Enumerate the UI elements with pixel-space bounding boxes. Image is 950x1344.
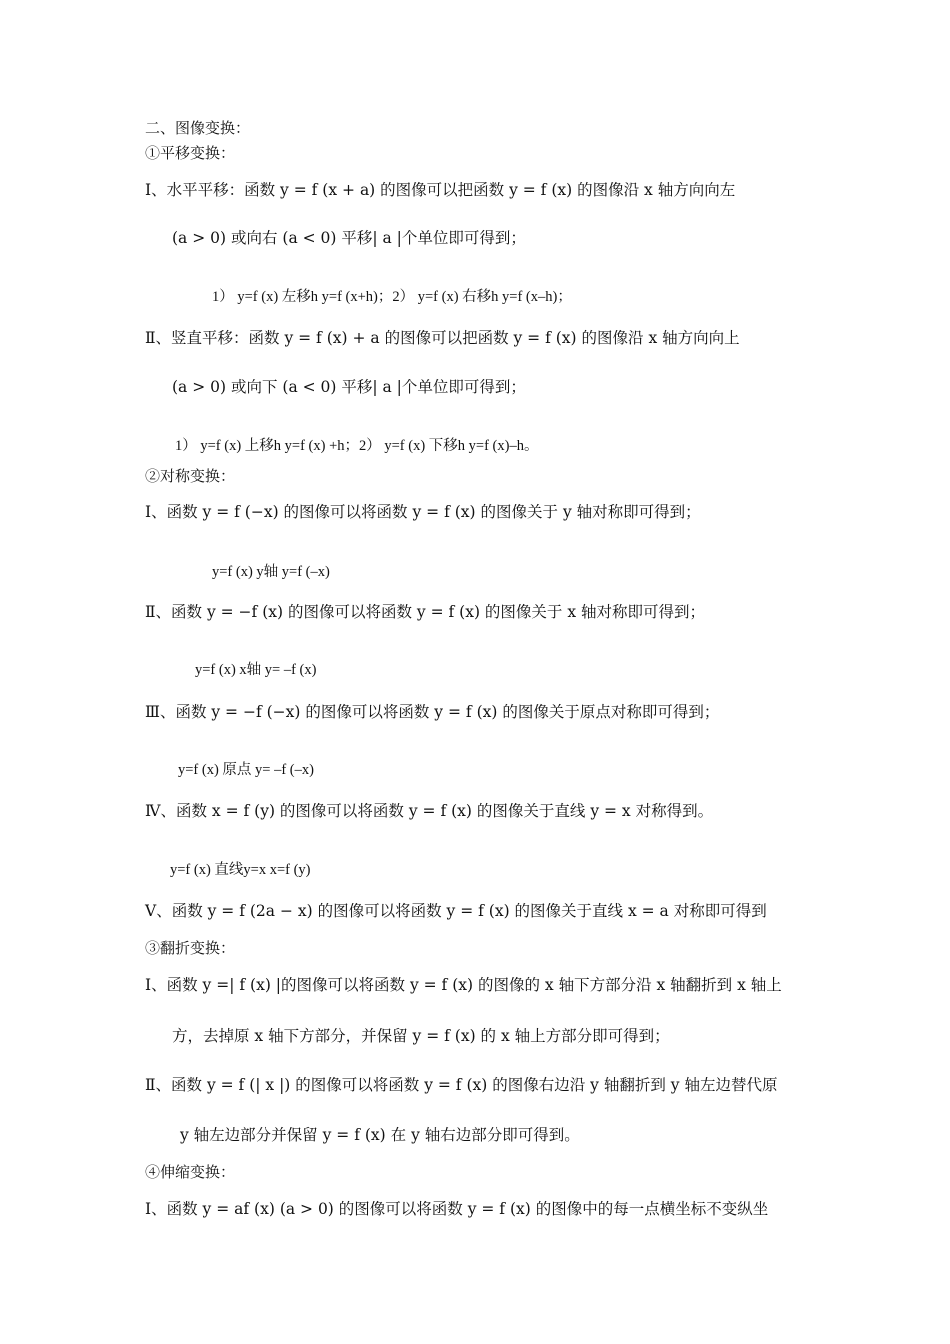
formula-symmetry-y-axis: y=f (x) y轴 y=f (–x)	[212, 564, 330, 580]
formula-symmetry-line-yx: y=f (x) 直线y=x x=f (y)	[170, 862, 311, 878]
subheading-flip: ③翻折变换：	[145, 939, 236, 957]
formula-vertical-shift: 1） y=f (x) 上移h y=f (x) +h；2） y=f (x) 下移h y=f (x)–h。	[175, 438, 539, 454]
text-symmetry-origin: Ⅲ、函数 y = −f (−x) 的图像可以将函数 y = f (x) 的图像关于原点对称即可得到；	[145, 703, 720, 721]
text-symmetry-line-yx: Ⅳ、函数 x = f (y) 的图像可以将函数 y = f (x) 的图像关于直线 y = x 对称得到。	[145, 802, 714, 820]
subheading-symmetry: ②对称变换：	[145, 467, 236, 485]
subheading-stretch: ④伸缩变换：	[145, 1163, 236, 1181]
text-symmetry-line-xa: Ⅴ、函数 y = f (2a − x) 的图像可以将函数 y = f (x) 的图像关于直线 x = a 对称即可得到	[145, 902, 767, 920]
formula-symmetry-x-axis: y=f (x) x轴 y= –f (x)	[195, 662, 317, 678]
formula-horizontal-shift: 1） y=f (x) 左移h y=f (x+h)；2） y=f (x) 右移h y=f (x–h)；	[212, 289, 572, 305]
section-heading-image-transform: 二、图像变换：	[145, 119, 251, 137]
subheading-translation: ①平移变换：	[145, 144, 236, 162]
formula-symmetry-origin: y=f (x) 原点 y= –f (–x)	[178, 762, 314, 778]
text-stretch-af: Ⅰ、函数 y = af (x) (a > 0) 的图像可以将函数 y = f (x) 的图像中的每一点横坐标不变纵坐	[145, 1200, 769, 1218]
text-symmetry-y-axis: Ⅰ、函数 y = f (−x) 的图像可以将函数 y = f (x) 的图像关于 y 轴对称即可得到；	[145, 503, 701, 521]
text-symmetry-x-axis: Ⅱ、函数 y = −f (x) 的图像可以将函数 y = f (x) 的图像关于 x 轴对称即可得到；	[145, 603, 706, 621]
text-flip-abs-x: Ⅱ、函数 y = f (| x |) 的图像可以将函数 y = f (x) 的图像右边沿 y 轴翻折到 y 轴左边替代原	[145, 1076, 778, 1094]
text-flip-abs-f-cont: 方，去掉原 x 轴下方部分，并保留 y = f (x) 的 x 轴上方部分即可得到；	[172, 1027, 670, 1045]
text-horizontal-shift: Ⅰ、水平平移：函数 y = f (x + a) 的图像可以把函数 y = f (x) 的图像沿 x 轴方向向左	[145, 181, 736, 199]
text-flip-abs-x-cont: y 轴左边部分并保留 y = f (x) 在 y 轴右边部分即可得到。	[180, 1126, 580, 1144]
text-vertical-shift-cont: (a > 0) 或向下 (a < 0) 平移| a |个单位即可得到；	[172, 378, 526, 396]
text-flip-abs-f: Ⅰ、函数 y =| f (x) |的图像可以将函数 y = f (x) 的图像的 x 轴下方部分沿 x 轴翻折到 x 轴上	[145, 976, 782, 994]
text-horizontal-shift-cont: (a > 0) 或向右 (a < 0) 平移| a |个单位即可得到；	[172, 229, 526, 247]
text-vertical-shift: Ⅱ、竖直平移：函数 y = f (x) + a 的图像可以把函数 y = f (x) 的图像沿 x 轴方向向上	[145, 329, 740, 347]
